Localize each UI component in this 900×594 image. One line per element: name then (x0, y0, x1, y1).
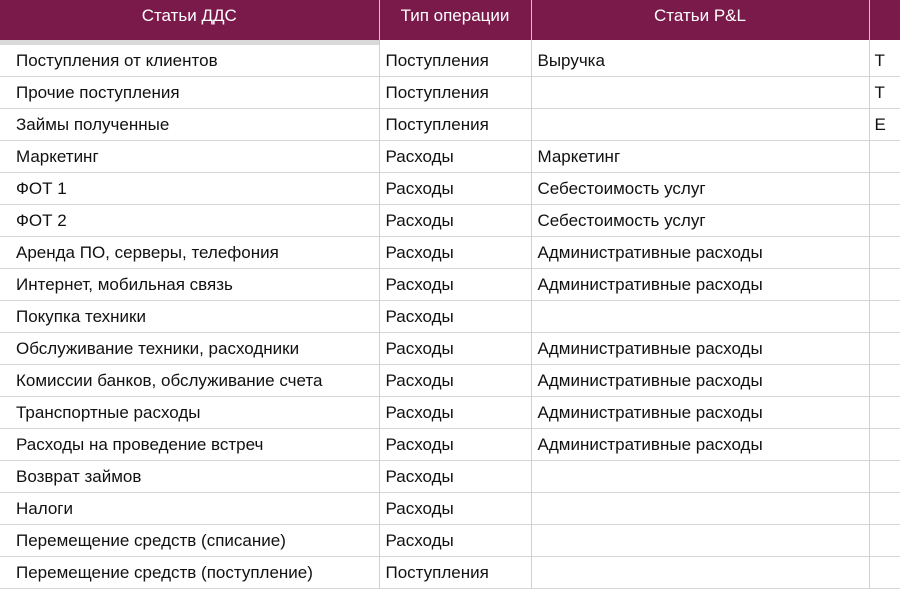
cell-pl[interactable] (531, 525, 869, 557)
cell-extra[interactable] (869, 525, 900, 557)
cell-op-type[interactable]: Расходы (379, 493, 531, 525)
cell-op-type[interactable]: Расходы (379, 461, 531, 493)
cell-dds[interactable]: Поступления от клиентов (0, 45, 379, 77)
cell-op-type[interactable]: Поступления (379, 45, 531, 77)
cell-op-type[interactable]: Расходы (379, 397, 531, 429)
cell-extra[interactable] (869, 461, 900, 493)
cell-op-type[interactable]: Расходы (379, 525, 531, 557)
table-row (0, 365, 900, 397)
cell-op-type[interactable]: Расходы (379, 205, 531, 237)
table-row (0, 45, 900, 77)
column-header-pl[interactable] (531, 0, 869, 40)
cell-dds[interactable]: Перемещение средств (поступление) (0, 557, 379, 589)
table-row (0, 141, 900, 173)
table-row (0, 429, 900, 461)
cell-extra[interactable] (869, 301, 900, 333)
table-row (0, 525, 900, 557)
table-row (0, 237, 900, 269)
column-header-dds[interactable] (0, 0, 379, 40)
table-row (0, 333, 900, 365)
cell-dds[interactable]: Покупка техники (0, 301, 379, 333)
cell-extra[interactable]: Е (869, 109, 900, 141)
cell-pl[interactable] (531, 493, 869, 525)
cell-pl[interactable]: Административные расходы (531, 237, 869, 269)
table-row (0, 301, 900, 333)
table-row (0, 493, 900, 525)
cell-op-type[interactable]: Расходы (379, 365, 531, 397)
cell-pl[interactable] (531, 461, 869, 493)
cell-extra[interactable] (869, 557, 900, 589)
cell-pl[interactable]: Себестоимость услуг (531, 205, 869, 237)
cell-op-type[interactable]: Расходы (379, 141, 531, 173)
cell-extra[interactable] (869, 237, 900, 269)
cell-extra[interactable] (869, 205, 900, 237)
header-row (0, 0, 900, 40)
column-header-dds-label: Статьи ДДС (141, 6, 237, 25)
cell-dds[interactable]: ФОТ 2 (0, 205, 379, 237)
cell-pl[interactable] (531, 109, 869, 141)
cell-extra[interactable] (869, 173, 900, 205)
cell-dds[interactable]: Налоги (0, 493, 379, 525)
table-row (0, 269, 900, 301)
column-header-extra[interactable] (869, 0, 900, 40)
cell-pl[interactable] (531, 557, 869, 589)
cell-extra[interactable] (869, 397, 900, 429)
cell-extra[interactable] (869, 333, 900, 365)
table-row (0, 205, 900, 237)
cell-dds[interactable]: Возврат займов (0, 461, 379, 493)
column-header-op-type-label: Тип операции (400, 6, 510, 25)
cell-pl[interactable]: Маркетинг (531, 141, 869, 173)
cell-dds[interactable]: Транспортные расходы (0, 397, 379, 429)
cell-dds[interactable]: Маркетинг (0, 141, 379, 173)
cell-pl[interactable]: Административные расходы (531, 333, 869, 365)
cell-dds[interactable]: Комиссии банков, обслуживание счета (0, 365, 379, 397)
table-row (0, 77, 900, 109)
cell-op-type[interactable]: Расходы (379, 269, 531, 301)
cell-op-type[interactable]: Расходы (379, 301, 531, 333)
cell-dds[interactable]: Расходы на проведение встреч (0, 429, 379, 461)
cell-dds[interactable]: Интернет, мобильная связь (0, 269, 379, 301)
cell-pl[interactable]: Административные расходы (531, 269, 869, 301)
cell-extra[interactable]: Т (869, 77, 900, 109)
cell-op-type[interactable]: Расходы (379, 333, 531, 365)
cell-extra[interactable] (869, 429, 900, 461)
column-header-pl-label: Статьи P&L (654, 6, 746, 25)
cell-dds[interactable]: Обслуживание техники, расходники (0, 333, 379, 365)
table-row (0, 173, 900, 205)
cell-extra[interactable]: Т (869, 45, 900, 77)
cell-pl[interactable]: Административные расходы (531, 397, 869, 429)
cell-dds[interactable]: Аренда ПО, серверы, телефония (0, 237, 379, 269)
cell-dds[interactable]: Займы полученные (0, 109, 379, 141)
cell-pl[interactable]: Административные расходы (531, 429, 869, 461)
cell-op-type[interactable]: Поступления (379, 77, 531, 109)
cell-pl[interactable]: Выручка (531, 45, 869, 77)
cell-pl[interactable]: Административные расходы (531, 365, 869, 397)
cell-dds[interactable]: Перемещение средств (списание) (0, 525, 379, 557)
table-row (0, 397, 900, 429)
cell-pl[interactable] (531, 77, 869, 109)
cell-extra[interactable] (869, 493, 900, 525)
cell-op-type[interactable]: Расходы (379, 429, 531, 461)
table-row (0, 461, 900, 493)
cell-extra[interactable] (869, 365, 900, 397)
table-row (0, 109, 900, 141)
cell-op-type[interactable]: Расходы (379, 237, 531, 269)
cell-op-type[interactable]: Расходы (379, 173, 531, 205)
cell-pl[interactable] (531, 301, 869, 333)
cell-dds[interactable]: Прочие поступления (0, 77, 379, 109)
cell-op-type[interactable]: Поступления (379, 109, 531, 141)
table-row (0, 557, 900, 589)
cell-pl[interactable]: Себестоимость услуг (531, 173, 869, 205)
cell-extra[interactable] (869, 141, 900, 173)
cell-extra[interactable] (869, 269, 900, 301)
column-header-op-type[interactable] (379, 0, 531, 40)
cell-op-type[interactable]: Поступления (379, 557, 531, 589)
cell-dds[interactable]: ФОТ 1 (0, 173, 379, 205)
